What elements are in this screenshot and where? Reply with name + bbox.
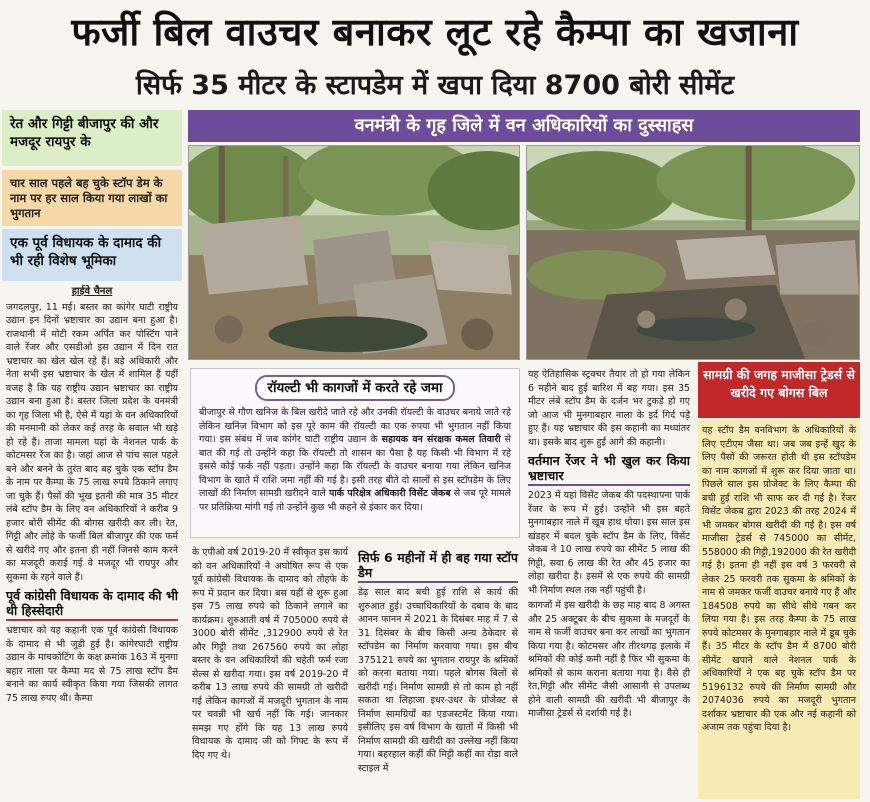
royalty-bold-vincent: पार्क परिक्षेत्र अधिकारी विसेंट जेकब bbox=[329, 488, 451, 499]
royalty-box bbox=[190, 368, 520, 538]
royalty-bold-kamal: सहायक वन संरक्षक कमल तिवारी bbox=[381, 434, 501, 445]
ranger-paragraph: 2023 में यहां विसेंट जेकब की पदस्थापना पार्क रेंजर के रूप में हुई। उन्होंने भी इस बहते मुनगाबहार नाले में खूब हाथ धोया। इस साल इस खंडहर में बदल चुके स्टॉप डैम के लिए, विसेंट जेकब ने 10 लाख रुपये का सीमेंट 5 लाख की गिट्टी, सवा 6 लाख की रेत और 45 हजार का लोहा खरीदा है। इसमें से एक रुपये की सामग्री भी निर्माण स्थल तक नहीं पहुंची है। bbox=[528, 490, 690, 596]
column-majisa-traders bbox=[698, 420, 860, 799]
subhead-six-months: सिर्फ 6 महीनों में ही बह गया स्टॉप डैम bbox=[358, 550, 518, 583]
mla-paragraph: भ्रष्टाचार को यह कहानी एक पूर्व कांग्रेसी विधायक के दामाद से भी जुड़ी हुई है। कांगेरघाटी राष्ट्रीय उद्यान के माचकोटिंग के कक्ष क्रमांक 163 में मुनगा बहार नाला पर कैम्पा मद से 75 लाख स्टॉप डैम बनाने का कार्य स्वीकृत किया गया जिसकी लागत 75 लाख रुपए थी। कैम्पा bbox=[6, 625, 178, 704]
royalty-box-title: रॉयल्टी भी कागजों में करते रहे जमा bbox=[255, 375, 455, 401]
photo-stopdam-riverbed-right bbox=[526, 145, 860, 360]
six-months-paragraph: डेढ़ साल बाद बची हुई राशि से कार्य की शुरुआत हुई। उच्चाधिकारियों के दबाव के बाद आनन फानन में 2021 के दिसंबर माह में 7 से 31 दिसंबर के बीच किसी अन्य ठेकेदार से स्टॉपडेम का निर्माण करवाया गया। इस बीच 375121 रुपये का भुगतान रायपुर के श्रमिकों को करना बताया गया। पहले बोगस बिलों से खरीदी गई। निर्माण सामग्री से तो काम हो नहीं सकता था लिहाजा इधर-उधर के प्रोजेक्ट से निर्माण सामग्रियों का एडजस्टमेंट किया गया। इसीलिए इस वर्ष विभाग के खातों में किसी भी निर्माण सामग्री की खरीदी का उल्लेख नहीं किया गया। बहरहाल कहीं की मिट्टी कहीं का रोड़ा वाले स्टाइल में bbox=[358, 587, 518, 774]
sidebar-box-sand-labour: रेत और गिट्टी बीजापुर की और मजदूर रायपुर के bbox=[2, 110, 182, 166]
sub-headline: सिर्फ 35 मीटर के स्टापडेम में खपा दिया 8700 बोरी सीमेंट bbox=[135, 70, 735, 101]
column-intro bbox=[2, 285, 182, 799]
main-headline: फर्जी बिल वाउचर बनाकर लूट रहे कैम्पा का खजाना bbox=[71, 10, 799, 54]
column-apo bbox=[190, 546, 350, 799]
subhead-current-ranger: वर्तमान रेंजर ने भी खुल कर किया भ्रष्टाचार bbox=[528, 453, 690, 486]
photo-broken-stopdam-left bbox=[188, 145, 520, 360]
majisa-traders-box-title: सामग्री की जगह माजीसा ट्रेडर्स से खरीदे गए बोगस बिल bbox=[698, 362, 860, 418]
section-banner: वनमंत्री के गृह जिले में वन अधिकारियों का दुस्साहस bbox=[188, 110, 860, 142]
column-ranger bbox=[526, 368, 692, 799]
apo-paragraph: के एपीओ वर्ष 2019-20 में स्वीकृत इस कार्य को वन अधिकारियों ने अघोषित रूप से एक पूर्व कांग्रेसी विधायक के दामाद को तोहफे के रूप में प्रदान कर दिया। बस यहीं से शुरू हुआ इस 75 लाख रुपये को ठिकाने लगाने का कार्यक्रम। शुरुआती वर्ष में 705000 रुपये से 3000 बोरी सीमेंट ,312900 रुपये से रेत और गिट्टी तथा 267560 रुपये का लोहा बस्तर के वन अधिकारियों की चहेती फर्म रजा सेल्स से खरीदा गया। इस वर्ष 2019-20 में करीब 13 लाख रुपये की सामग्री तो खरीदी गई लेकिन कागजों में मजदूरी भुगतान के नाम पर चवन्नी भी खर्च नहीं कि गई। जानकार समझ गए होंगे कि यह 13 लाख रुपये विधायक के दामाद जी को गिफ्ट के रूप में दिए गए थे। bbox=[192, 547, 348, 761]
subhead-congress-mla: पूर्व कांग्रेसी विधायक के दामाद की भी थी हिस्सेदारी bbox=[6, 588, 178, 621]
historic-structure-paragraph: यह ऐतिहासिक स्ट्रक्चर तैयार तो हो गया लेकिन 6 महीने बाद हुई बारिश में बह गया। इस 35 मीटर लंबे स्टॉप डैम के दर्जन भर टुकड़े हो गए जो आज भी मुनगाबहार नाला के इर्द गिर्द पड़े हुए हैं। यह भ्रष्टाचार की इस कहानी का मध्यांतर था। इसके बाद शुरू हुई आगे की कहानी। bbox=[528, 369, 690, 448]
vouchers-paragraph: कागजों में इस खरीदी के छह माह बाद 8 अगस्त और 25 अक्टूबर के बीच सुकमा के मजदूरों के नाम से फर्जी वाउचर बना कर लाखों का भुगतान किया गया है। कोटमसर और तीरथगढ़ इलाके में श्रमिकों की कोई कमी नहीं है फिर भी सुकमा के श्रमिकों से काम कराना बताया गया है। वैसे ही रेत,गिट्टी और सीमेंट जैसी आसानी से उपलब्ध होने वाली सामग्री की खरीदी भी बीजापुर के माजीसा ट्रेडर्स से दर्शायी गई है। bbox=[528, 600, 690, 719]
sidebar-box-son-in-law: एक पूर्व विधायक के दामाद की भी रही विशेष भूमिका bbox=[2, 229, 182, 281]
royalty-paragraph: बीजापुर से गौण खनिज के बिल खरीदे जाते रहे और उनकी रॉयल्टी के वाउचर बनाये जाते रहे लेकिन खनिज विभाग को इस पूरे काम की रॉयल्टी का एक रुपया भी भुगतान नहीं किया गया। इस संबंध में जब कांगेर घाटी राष्ट्रीय उद्यान के सहायक वन संरक्षक कमल तिवारी से बात की गई तो उन्होंने कहा कि रॉयल्टी तो शासन का पैसा है यह किसी भी विभाग में रहे इससे कोई फर्क नहीं पड़ता। उन्होंने कहा कि रॉयल्टी के वाउचर बनाया गया लेकिन खनिज विभाग के खाते में राशि जमा नहीं की गई है। इसी तरह बीते दो सालों से इस स्टॉपडेम के लिए लाखों की निर्माण सामग्री खरीदने वाले पार्क परिक्षेत्र अधिकारी विसेंट जेकब से जब पूरे मामले पर प्रतिक्रिया मांगी गई तो उन्होंने कुछ भी कहने से इंकार कर दिया। bbox=[199, 407, 512, 513]
column-six-months bbox=[356, 546, 520, 799]
intro-paragraph: जगदलपुर, 11 मई। बस्तर का कांगेर घाटी राष्ट्रीय उद्यान इन दिनों भ्रष्टाचार का उद्यान बना हुआ है। राजधानी में मोटी रकम अर्पित कर पोस्टिंग पाने वाले रेंजर और एसडीओ इस उद्यान में दिन रात भ्रष्टाचार का खेल खेल रहे हैं। बड़े अधिकारी और नेता सभी इस भ्रष्टाचार के खेल में शामिल हैं यहीं वजह है कि यह राष्ट्रीय उद्यान भ्रष्टाचार का राष्ट्रीय उद्यान बना हुआ है। बस्तर जिला प्रदेश के वनमंत्री का गृह जिला भी है, ऐसे में यहां के वन अधिकारियों की मनमानी को लेकर कई तरह के सवाल भी खड़े हो रहे हैं। ताजा मामला यहां के नेशनल पार्क के कोटमसर रेंज का है। जहां आज से पांच साल पहले बने और बनने के तुरंत बाद बह चुके एक स्टॉप डैम के नाम पर कैम्पा के 75 लाख रुपये ठिकाने लगाए जा चुके हैं। पैसों की भूख इतनी की मात्र 35 मीटर लंबे स्टॉप डैम के लिए वन अधिकारियों ने करीब 9 हजार बोरी सीमेंट की बोगस खरीदी कर ली। रेत, गिट्टी और लोहे के फर्जी बिल बीजापुर की एक फर्म से खरीदे गए और इतना ही नहीं जिनसे काम करने का मजदूरी कराई गई वे मजदूर भी रायपुर और सुकमा के रहने वाले हैं। bbox=[6, 301, 178, 583]
byline: हाईवे चैनल bbox=[71, 286, 113, 297]
sidebar-box-payment: चार साल पहले बह चुके स्टॉप डेम के नाम पर हर साल किया गया लाखों का भुगतान bbox=[2, 170, 182, 226]
majisa-paragraph: यह स्टॉप डैम वनविभाग के अधिकारियों के लिए एटीएम जैसा था। जब जब इन्हें खुद के लिए पैसों की जरूरत होती थी इस स्टॉपडेम का नाम कागजों में शुरू कर दिया जाता था। पिछले साल इस प्रोजेक्ट के लिए कैम्पा की बची हुई राशि भी साफ कर दी गई है। रेंजर विसेंट जेकब द्वारा 2023 की तरह 2024 में भी जमकर बोगस खरीदी की गई है। इस वर्ष माजीसा ट्रेडर्स से 745000 का सीमेंट, 558000 की गिट्टी,192000 की रेत खरीदी गई है। इतना ही नहीं इस वर्ष 3 फरवरी से लेकर 25 फरवरी तक सुकमा के श्रमिकों के नाम से जमकर फर्जी वाउचर बनाये गए हैं और 184508 रुपये का सीधे सीधे गबन कर लिया गया है। इस तरह कैम्पा के 75 लाख रुपये कोटमसर के मुनगाबहार नाले में डूब चुके हैं। 35 मीटर के स्टॉप डैम में 8700 बोरी सीमेंट खपाने वाले नेशनल पार्क के अधिकारियों ने एक बह चुके स्टॉप डैम पर 5196132 रुपये की निर्माण सामग्री और 2074036 रुपये का मजदूरी भुगतान दर्शाकर भ्रष्टाचार की एक और नई कहानी को अंजाम तक पहुंचा दिया है। bbox=[702, 425, 856, 733]
